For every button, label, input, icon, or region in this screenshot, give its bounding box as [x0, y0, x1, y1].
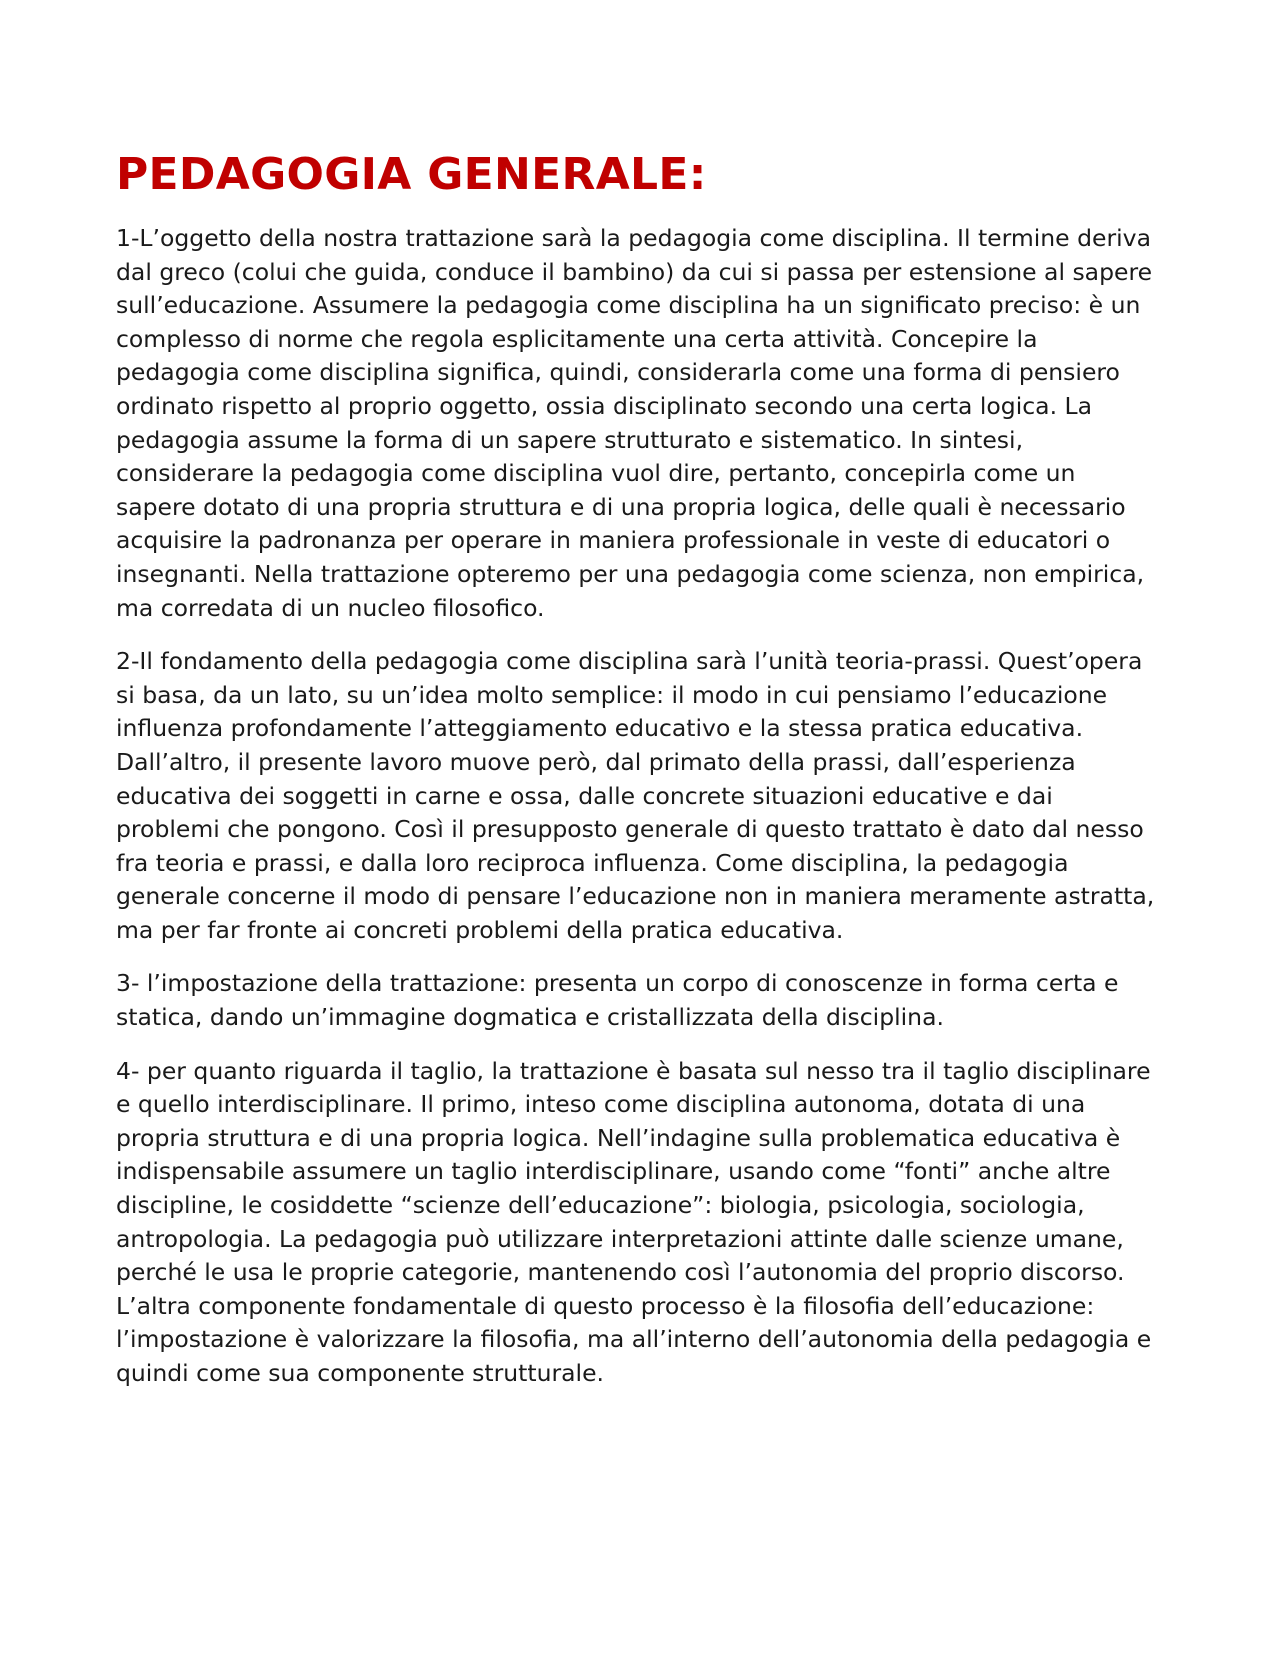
document-page — [116, 148, 1156, 1411]
paragraph-1: 1-L’oggetto della nostra trattazione sarà la pedagogia come disciplina. Il termine deriva dal greco (colui che guida, conduce il bambino) da cui si passa per estensione al sapere sull’educazione. Assumere la pedagogia come disciplina ha un significato preciso: è un complesso di norme che regola esplicitamente una certa attività. Concepire la pedagogia come disciplina significa, quindi, considerarla come una forma di pensiero ordinato rispetto al proprio oggetto, ossia disciplinato secondo una certa logica. La pedagogia assume la forma di un sapere strutturato e sistematico. In sintesi, considerare la pedagogia come disciplina vuol dire, pertanto, concepirla come un sapere dotato di una propria struttura e di una propria logica, delle quali è necessario acquisire la padronanza per operare in maniera professionale in veste di educatori o insegnanti. Nella trattazione opteremo per una pedagogia come scienza, non empirica, ma corredata di un nucleo filosofico. — [116, 224, 1153, 622]
paragraph-4: 4- per quanto riguarda il taglio, la trattazione è basata sul nesso tra il taglio disciplinare e quello interdisciplinare. Il primo, inteso come disciplina autonoma, dotata di una propria struttura e di una propria logica. Nell’indagine sulla problematica educativa è indispensabile assumere un taglio interdisciplinare, usando come “fonti” anche altre discipline, le cosiddette “scienze dell’educazione”: biologia, psicologia, sociologia, antropologia. La pedagogia può utilizzare interpretazioni attinte dalle scienze umane, perché le usa le proprie categorie, mantenendo così l’autonomia del proprio discorso. L’altra componente fondamentale di questo processo è la filosofia dell’educazione: l’impostazione è valorizzare la filosofia, ma all’interno dell’autonomia della pedagogia e quindi come sua componente strutturale. — [116, 1056, 1152, 1387]
paragraph-3: 3- l’impostazione della trattazione: presenta un corpo di conoscenze in forma certa e statica, dando un’immagine dogmatica e cristallizzata della disciplina. — [116, 969, 1119, 1032]
document-title: PEDAGOGIA GENERALE: — [116, 149, 707, 200]
paragraph-2: 2-Il fondamento della pedagogia come disciplina sarà l’unità teoria-prassi. Quest’opera si basa, da un lato, su un’idea molto semplice: il modo in cui pensiamo l’educazione influenza profondamente l’atteggiamento educativo e la stessa pratica educativa. Dall’altro, il presente lavoro muove però, dal primato della prassi, dall’esperienza educativa dei soggetti in carne e ossa, dalle concrete situazioni educative e dai problemi che pongono. Così il presupposto generale di questo trattato è dato dal nesso fra teoria e prassi, e dalla loro reciproca influenza. Come disciplina, la pedagogia generale concerne il modo di pensare l’educazione non in maniera meramente astratta, ma per far fronte ai concreti problemi della pratica educativa. — [116, 647, 1155, 944]
